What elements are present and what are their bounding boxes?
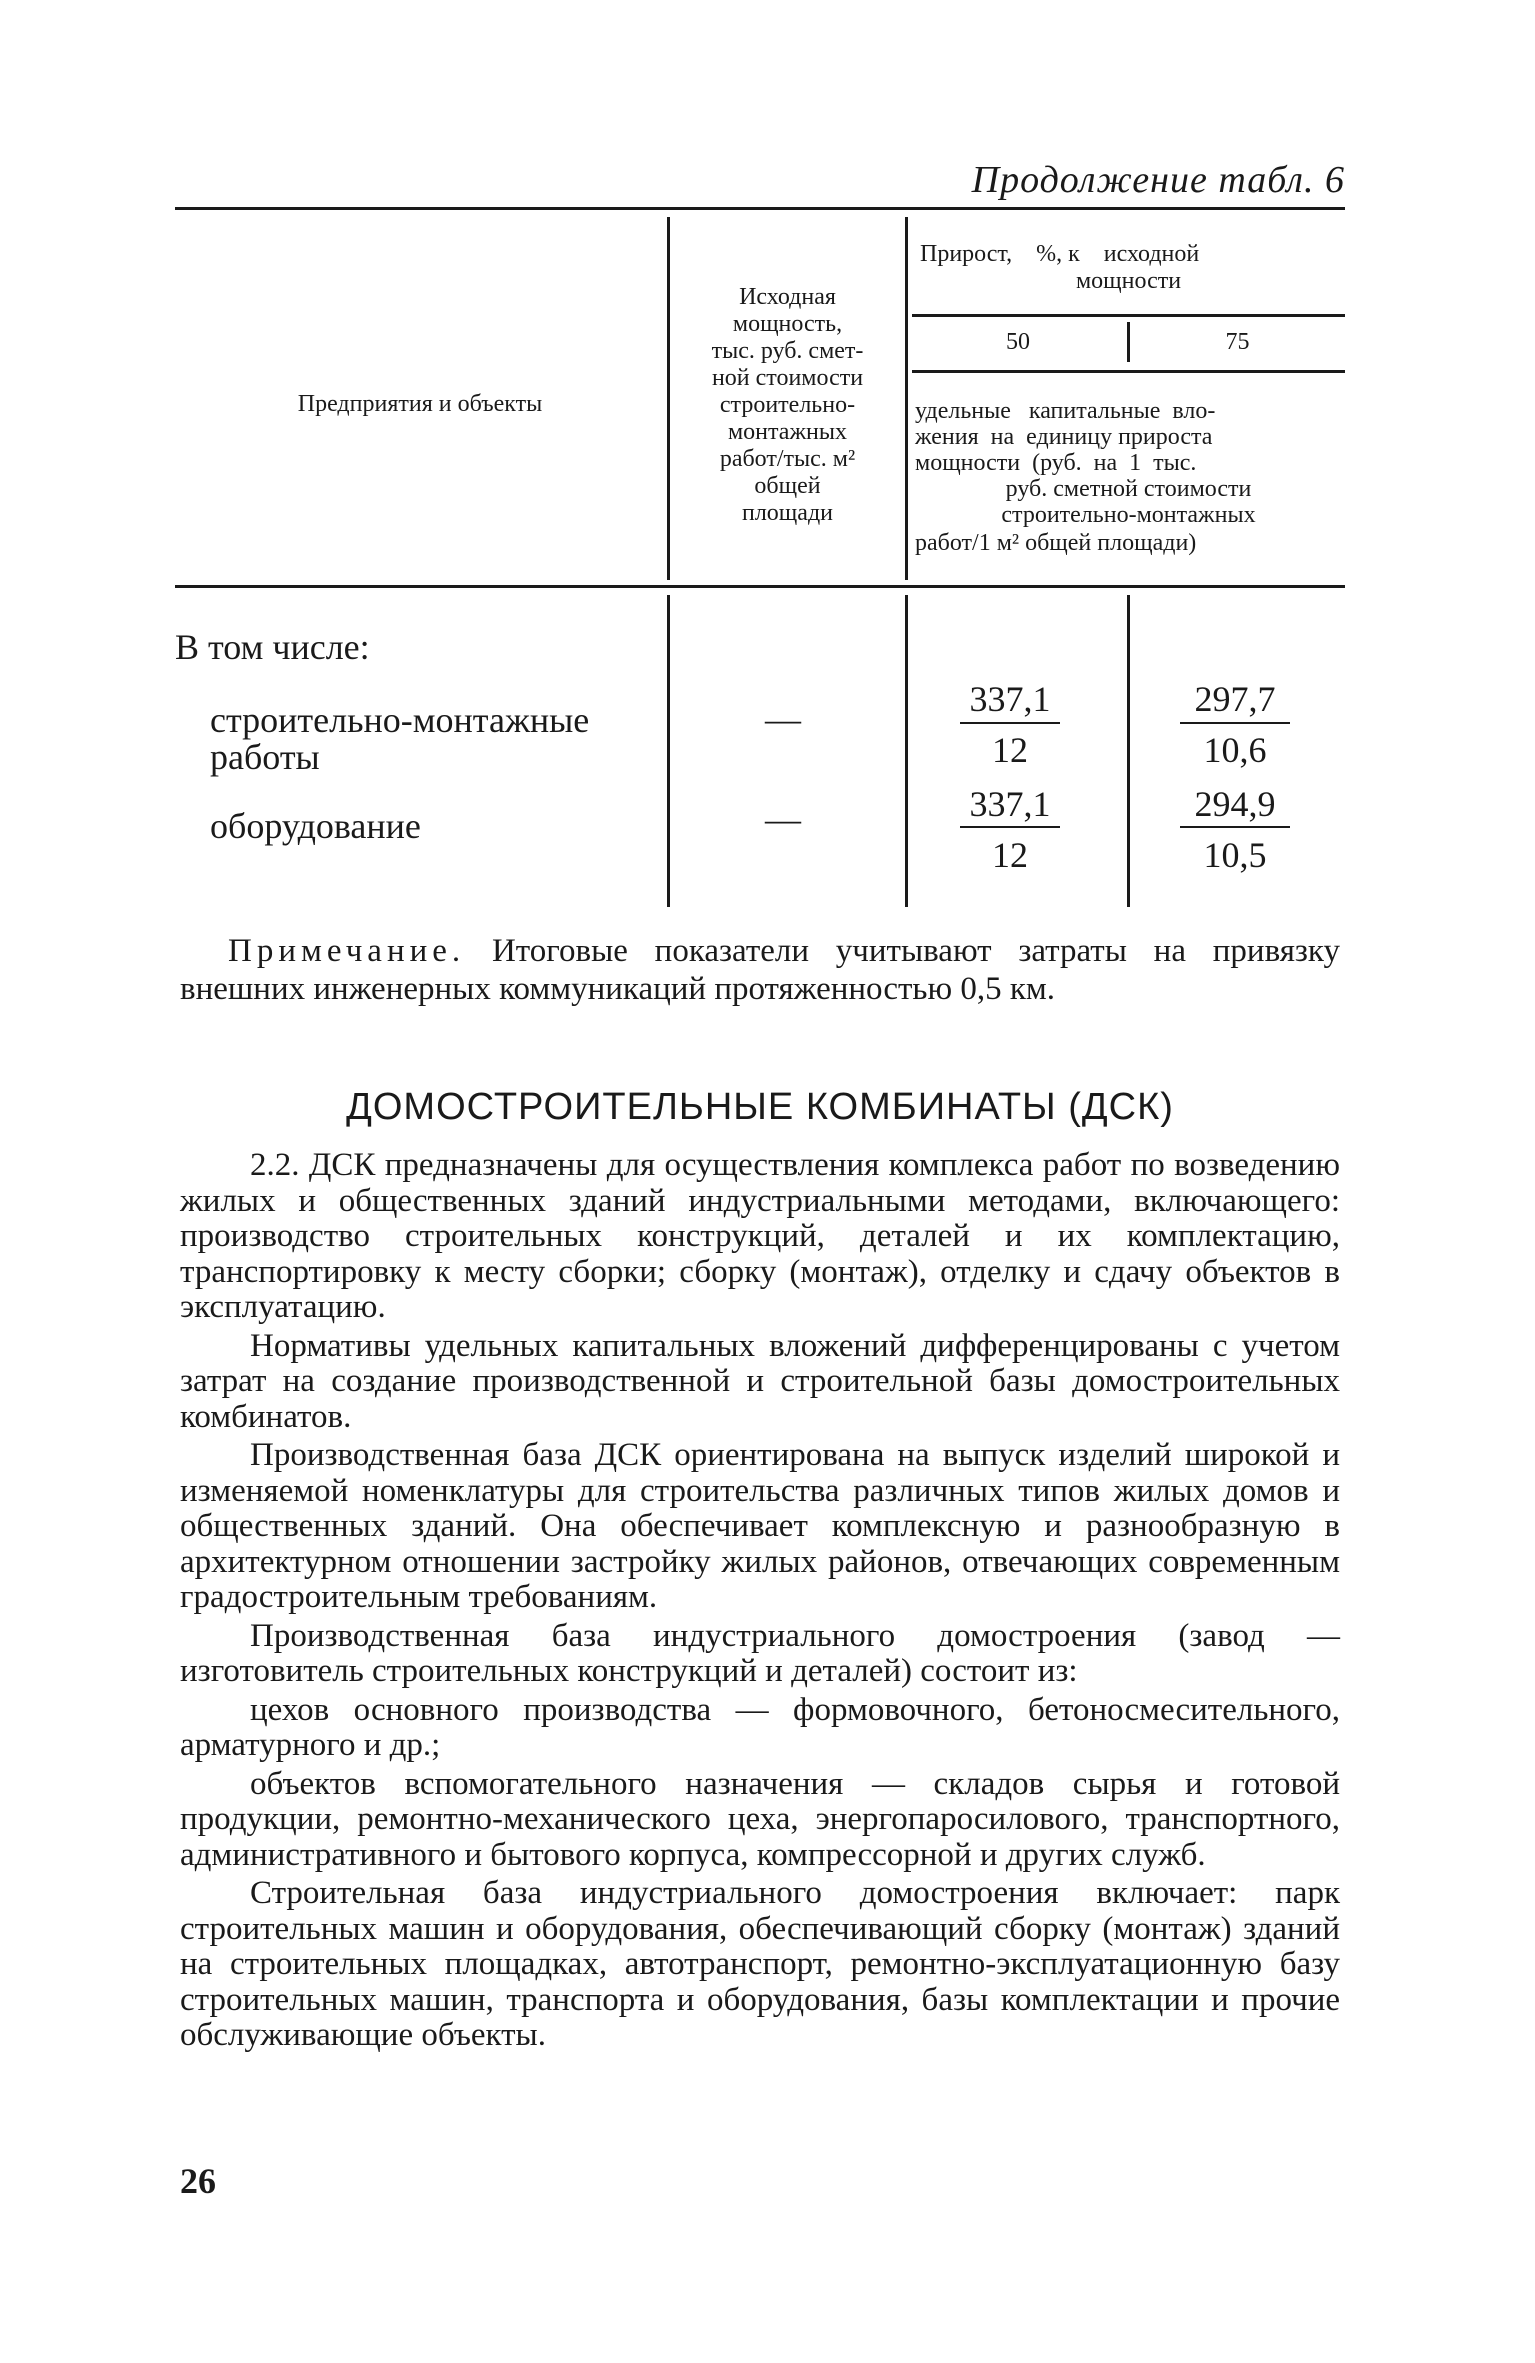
row1-growth75-den: 10,6 <box>1203 730 1267 770</box>
fraction-bar <box>960 722 1060 724</box>
paragraph: объектов вспомогательного назначения — складов сырья и готовой продукции, ремонтно-механического цеха, энергопаросилового, транспортного, административного и бытового корпуса, компрессорной и других служб. <box>180 1765 1340 1873</box>
row-subtitle: В том числе: <box>175 627 370 667</box>
row2-growth50-den: 12 <box>992 835 1028 875</box>
row1-growth50-den: 12 <box>992 730 1028 770</box>
fraction-bar <box>1180 722 1290 724</box>
body-divider-3 <box>1127 595 1130 907</box>
table-caption: Продолжение табл. 6 <box>971 159 1345 201</box>
note-label: Примечание. <box>228 933 466 969</box>
row-dash-construction: — <box>765 699 801 739</box>
header-specific-line: строительно-монтажных <box>1001 502 1256 528</box>
section-title: ДОМОСТРОИТЕЛЬНЫЕ КОМБИНАТЫ (ДСК) <box>346 1086 1174 1128</box>
paragraph: Производственная база ДСК ориентирована на выпуск изделий широкой и изменяемой номенклатуры для строительства различных типов жилых домов и общественных зданий. Она обеспечивает комплексную и разнообразную в архитектурном отношении застройку жилых районов, отвечающих современным градостроительным требованиям. <box>180 1437 1340 1615</box>
paragraph: цехов основного производства — формовочного, бетоносмесительного, арматурного и др.; <box>180 1691 1340 1763</box>
row2-growth50-num: 337,1 <box>969 784 1051 824</box>
body-divider-2 <box>905 595 908 907</box>
header-specific-line: удельные капитальные вло- <box>915 398 1216 424</box>
header-growth-line: мощности <box>1075 268 1182 294</box>
table-top-rule <box>175 207 1345 210</box>
page-number: 26 <box>180 2161 216 2201</box>
subheader-top-rule <box>912 314 1345 317</box>
header-initial-capacity-line: мощность, <box>732 311 843 337</box>
paragraph: 2.2. ДСК предназначены для осуществления комплекса работ по возведению жилых и общественных зданий индустриальными методами, включающего: производство строительных конструкций, деталей и их комплектацию, транспортировку к месту сборки; сборку (монтаж), отделку и сдачу объектов в эксплуатацию. <box>180 1147 1340 1325</box>
subheader-bottom-rule <box>912 370 1345 373</box>
header-growth-line: Прирост, %, к исходной <box>920 241 1200 267</box>
fraction-bar <box>1180 826 1290 828</box>
header-growth-50: 50 <box>1006 329 1030 355</box>
header-initial-capacity-line: работ/тыс. м² <box>719 446 856 472</box>
paragraph: Производственная база индустриального домостроения (завод — изготовитель строительных конструкций и деталей) состоит из: <box>180 1617 1340 1689</box>
row1-growth75-num: 297,7 <box>1194 679 1276 719</box>
fraction-bar <box>960 826 1060 828</box>
row1-growth50-num: 337,1 <box>969 679 1051 719</box>
header-initial-capacity-line: тыс. руб. смет- <box>711 338 864 364</box>
row2-growth75-den: 10,5 <box>1203 835 1267 875</box>
header-initial-capacity-line: Исходная <box>739 284 836 310</box>
row-label-construction: строительно-монтажные <box>210 700 590 740</box>
header-specific-line: работ/1 м² общей площади) <box>915 530 1197 556</box>
header-bottom-rule <box>175 585 1345 588</box>
row-label-equipment: оборудование <box>210 806 421 846</box>
header-specific-line: руб. сметной стоимости <box>1005 476 1252 502</box>
row2-growth75-num: 294,9 <box>1194 784 1276 824</box>
header-initial-capacity-line: общей <box>754 473 821 499</box>
header-initial-capacity-line: ной стоимости <box>711 365 864 391</box>
header-initial-capacity-line: строительно- <box>719 392 856 418</box>
paragraph: Строительная база индустриального домостроения включает: парк строительных машин и оборудования, обеспечивающий сборку (монтаж) зданий на строительных площадках, автотранспорт, ремонтно-эксплуатационную базу строительных машин, транспорта и оборудования, базы комплектации и прочие обслуживающие объекты. <box>180 1875 1340 2053</box>
body-divider-1 <box>667 595 670 907</box>
row-dash-equipment: — <box>765 799 801 839</box>
header-specific-line: мощности (руб. на 1 тыс. <box>915 450 1197 476</box>
header-initial-capacity-line: монтажных <box>727 419 847 445</box>
paragraph: Нормативы удельных капитальных вложений дифференцированы с учетом затрат на создание производственной и строительной базы домостроительных комбинатов. <box>180 1327 1340 1435</box>
header-enterprises: Предприятия и объекты <box>297 391 543 417</box>
note-text: Итоговые показатели учитывают затраты на привязку внешних инженерных коммуникаций протяженностью 0,5 км. <box>180 933 1340 1007</box>
header-initial-capacity-line: площади <box>741 500 833 526</box>
header-growth-75: 75 <box>1225 329 1250 355</box>
header-divider-2 <box>905 217 908 580</box>
body-text <box>180 1148 1340 2057</box>
header-specific-line: жения на единицу прироста <box>915 424 1213 450</box>
row-label-construction: работы <box>210 737 320 777</box>
table-note <box>180 932 1340 1008</box>
